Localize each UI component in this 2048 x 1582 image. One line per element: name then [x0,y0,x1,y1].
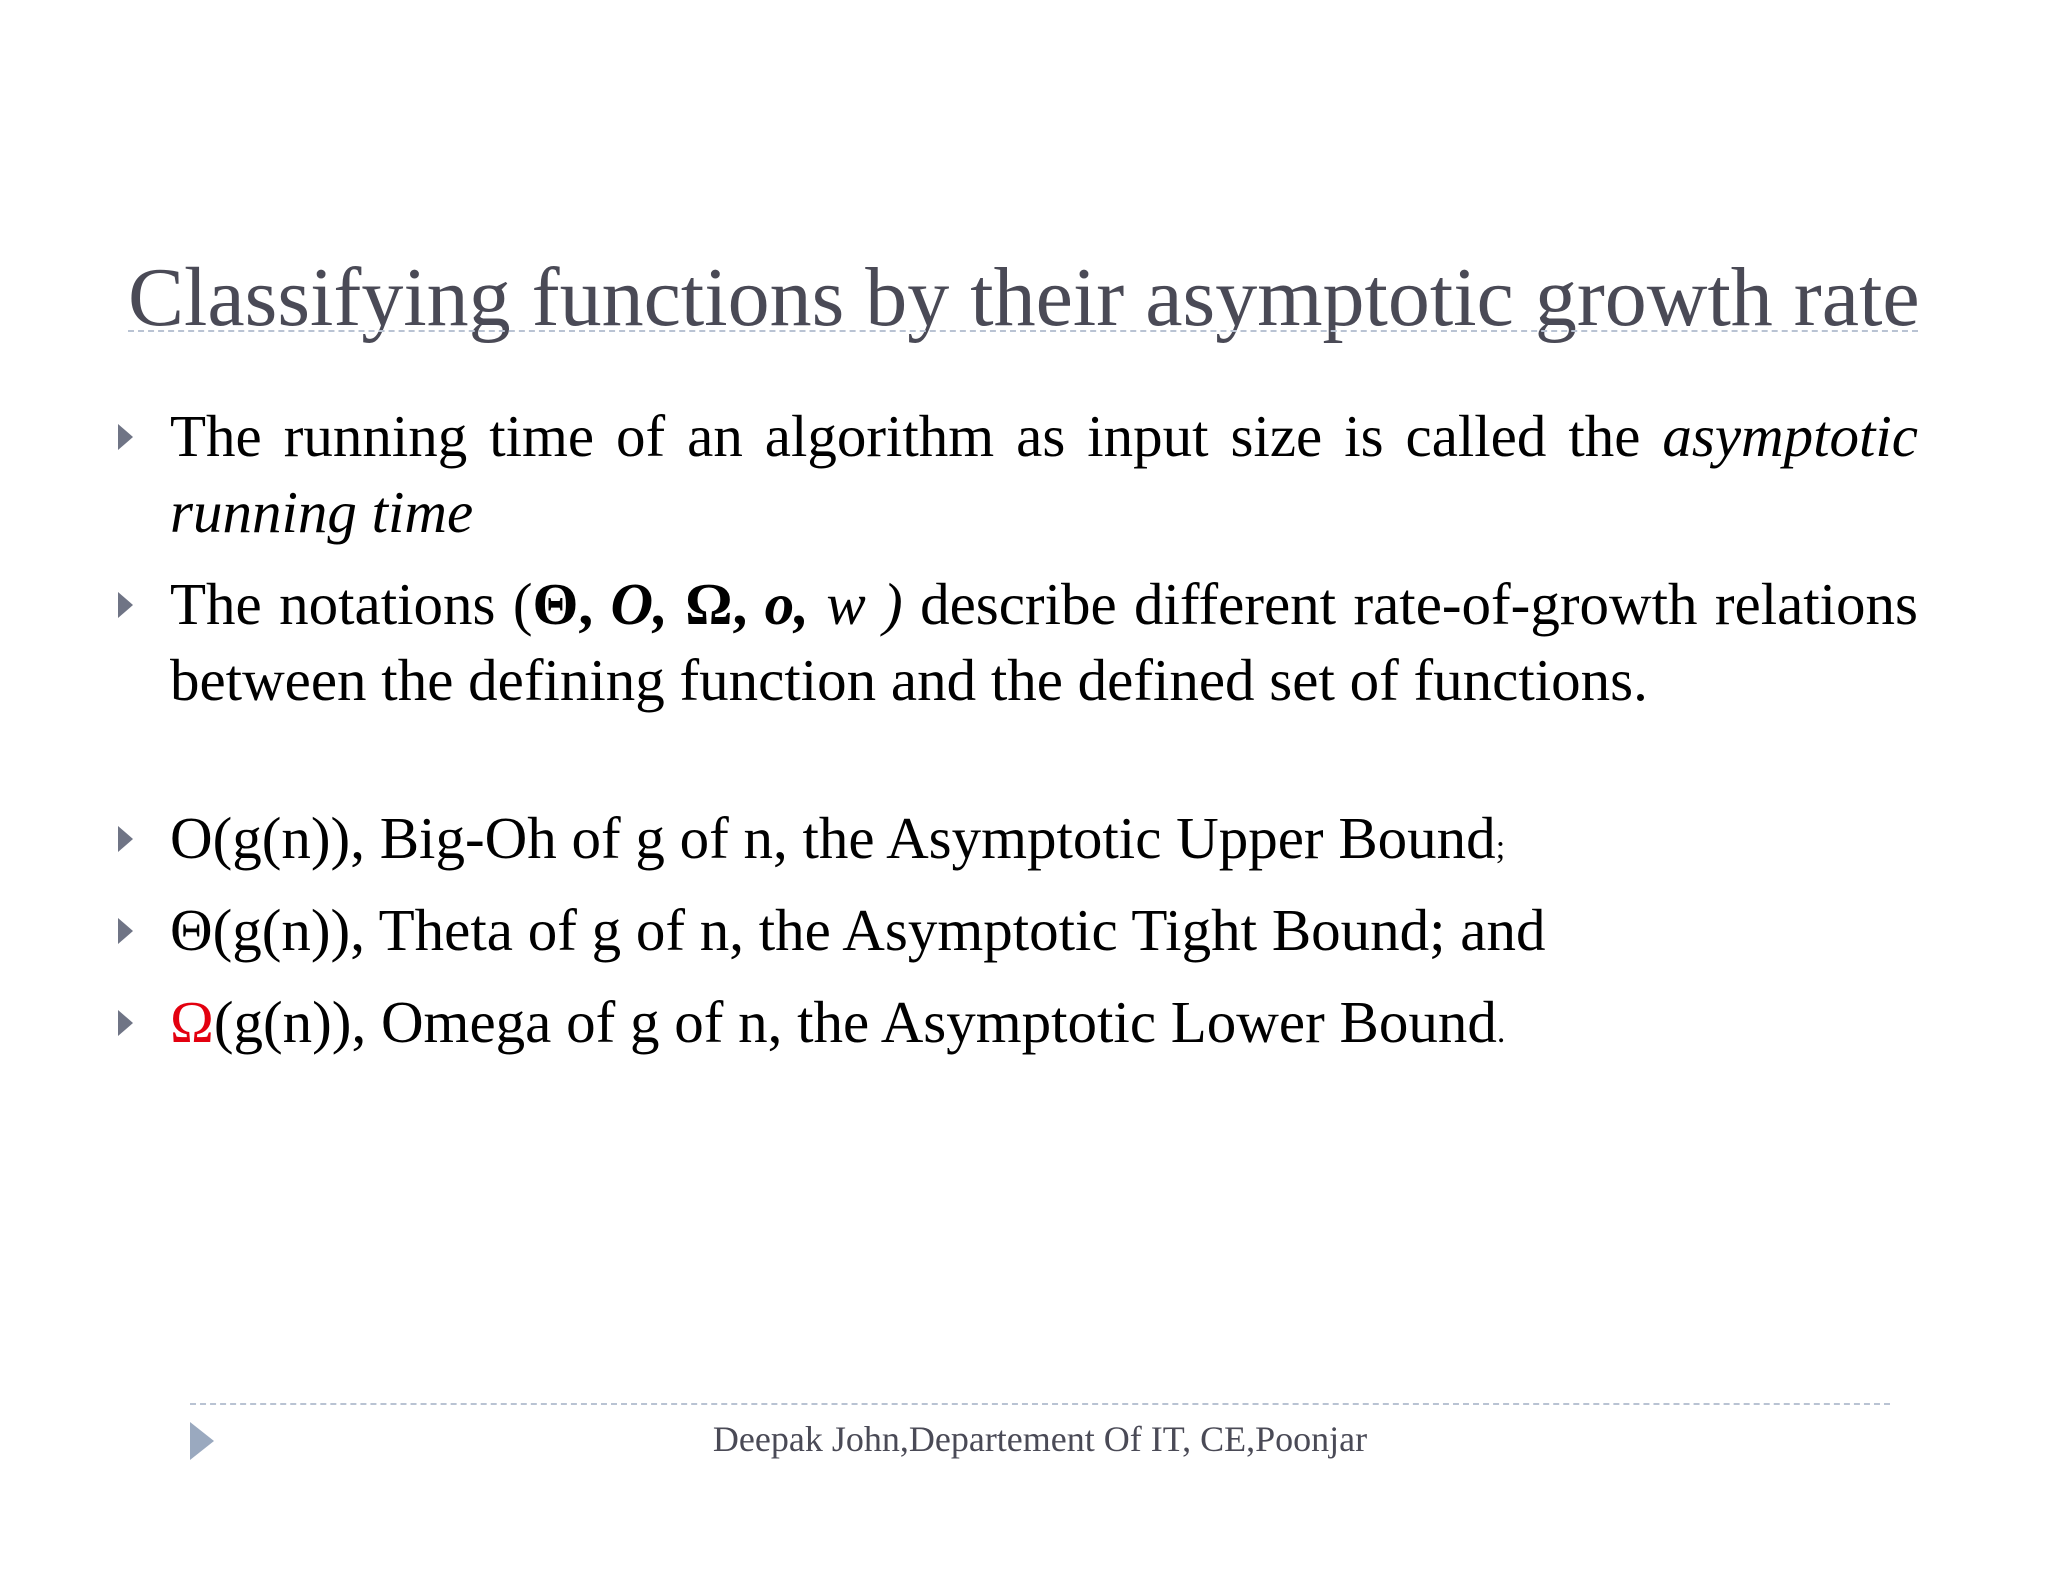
omega-red-symbol: Ω [170,989,214,1055]
slide-title: Classifying functions by their asymptotic growth rate [128,251,1920,344]
bullet-item [170,800,1918,886]
triangle-right-icon [118,826,133,852]
triangle-right-icon [118,592,133,618]
bullet-item [170,566,1918,718]
theta-symbol: Θ, [532,571,594,637]
bullet-item [170,398,1918,550]
bullet-text: Θ(g(n)), Theta of g of n, the Asymptotic Tight Bound; and [170,897,1546,963]
triangle-right-icon [118,1010,133,1036]
bullet-text: (g(n)), Omega of g of n, the Asymptotic Lower Bound [213,989,1497,1055]
footer-text: Deepak John,Departement Of IT, CE,Poonjar [712,1419,1368,1459]
title-divider [128,330,1918,332]
bullet-item [170,984,1918,1070]
bullet-suffix: . [1496,1013,1506,1050]
bullet-suffix: ; [1495,829,1506,866]
footer-divider [190,1403,1890,1405]
bullet-item [170,892,1918,968]
triangle-right-icon [118,918,133,944]
bullet-text: describe different rate-of-growth relations between the defining function and the defined set of functions. [170,571,1919,713]
w-symbol: w ) [826,571,903,637]
bullet-text: The running time of an algorithm as input size is called the [170,403,1641,469]
triangle-right-icon [118,424,133,450]
omega-symbol: Ω, [685,571,748,637]
little-o-symbol: o, [764,571,809,637]
bullet-text: The notations ( [170,571,533,637]
big-o-symbol: O, [610,571,668,637]
bullet-text-italic: asymptotic running time [170,403,1918,545]
bullet-text: O(g(n)), Big-Oh of g of n, the Asymptotic Upper Bound [170,805,1496,871]
